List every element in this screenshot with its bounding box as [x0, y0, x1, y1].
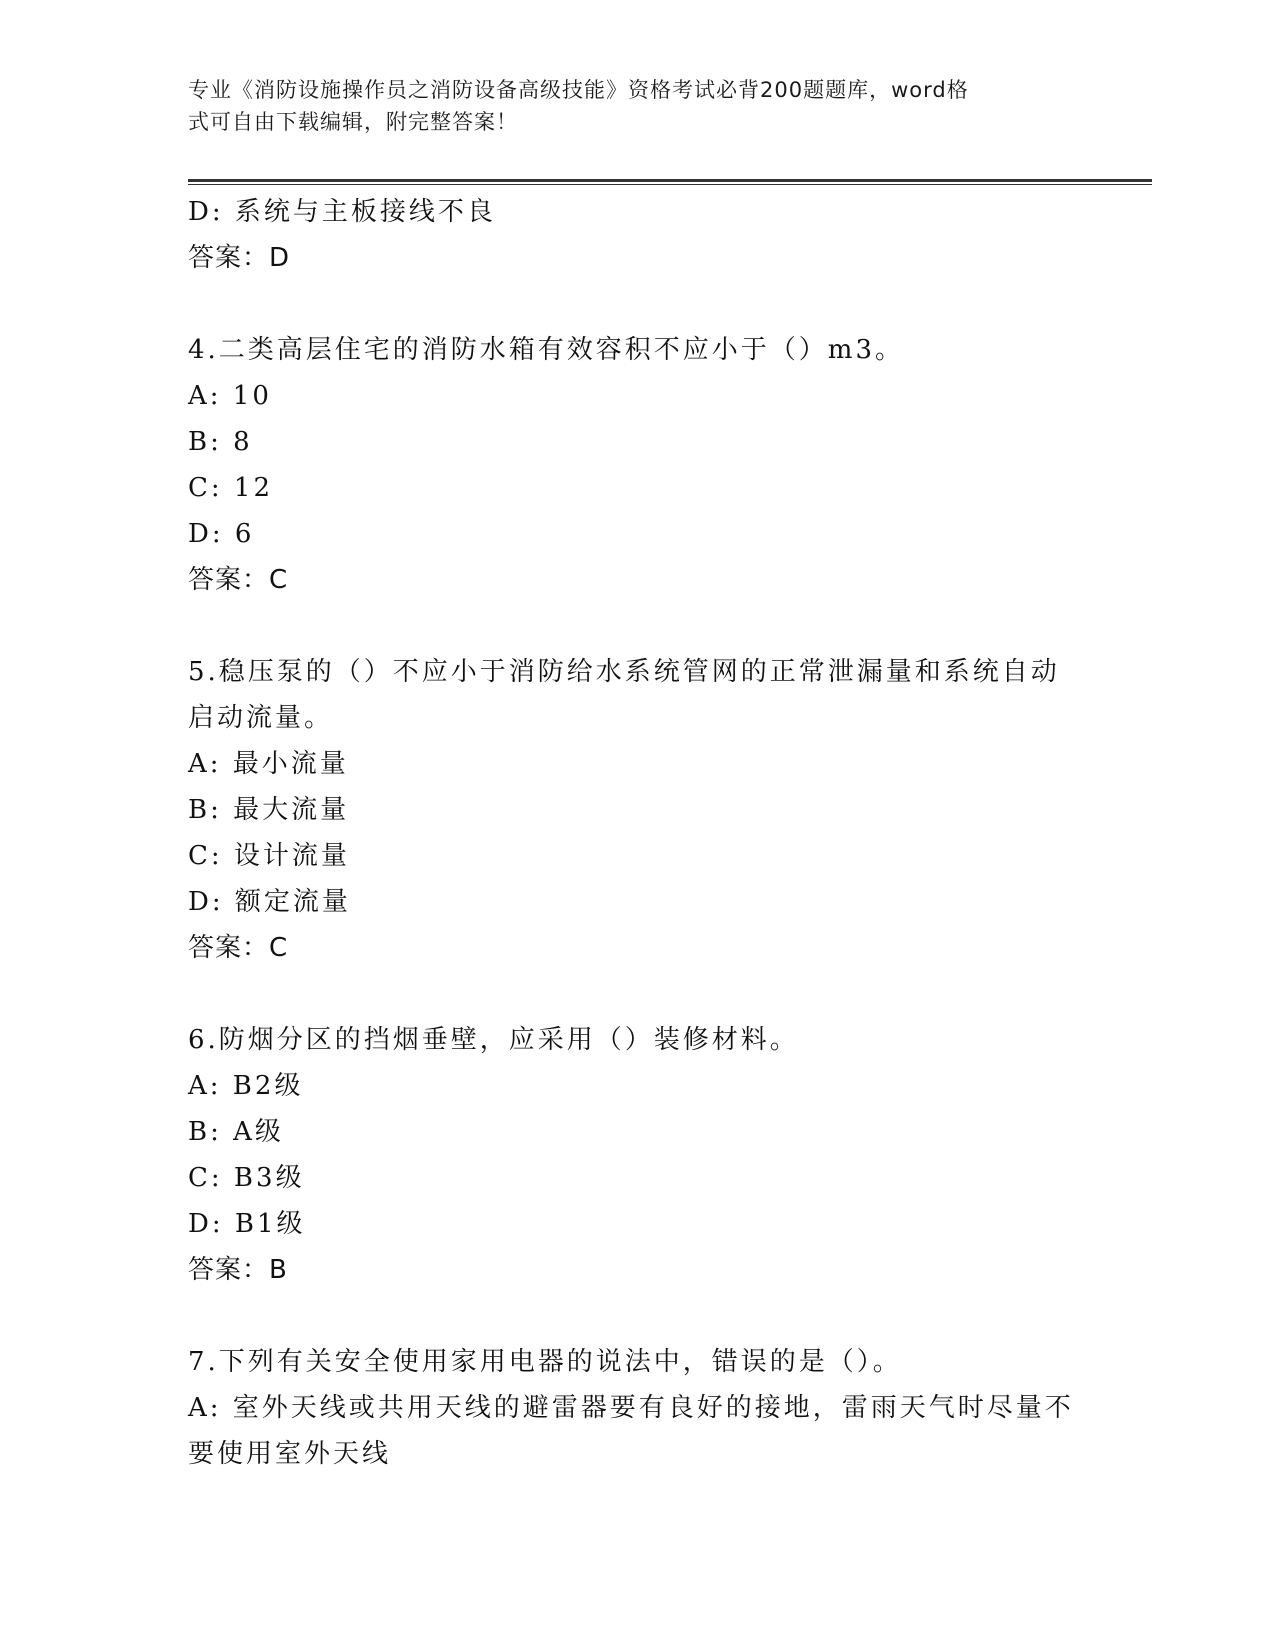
option-c: C: 12	[188, 473, 274, 503]
question-4	[188, 327, 1088, 603]
option-d: D: 6	[188, 519, 255, 549]
page-header	[188, 74, 1068, 138]
question-stem-line-1: 5.稳压泵的（）不应小于消防给水系统管网的正常泄漏量和系统自动	[188, 657, 1060, 687]
option-b: B: A级	[188, 1117, 284, 1147]
option-d: D: 额定流量	[188, 887, 351, 917]
question-3-tail	[188, 189, 1088, 281]
question-7	[188, 1339, 1088, 1477]
question-stem-line-2: 启动流量。	[188, 703, 334, 733]
option-d: D: B1级	[188, 1209, 306, 1239]
option-a: A: 最小流量	[188, 749, 349, 779]
header-title-line-2: 式可自由下载编辑，附完整答案！	[188, 110, 518, 134]
option-a: A: B2级	[188, 1071, 304, 1101]
answer-line: 答案：B	[188, 1255, 288, 1285]
answer-line: 答案：C	[188, 565, 289, 595]
option-d: D: 系统与主板接线不良	[188, 197, 496, 227]
question-list	[188, 189, 1088, 1477]
header-rule-thin	[188, 184, 1152, 185]
question-5	[188, 649, 1088, 971]
option-a: A: 10	[188, 381, 272, 411]
option-a-line-2: 要使用室外天线	[188, 1439, 392, 1469]
header-rule-thick	[188, 179, 1152, 182]
option-b: B: 8	[188, 427, 253, 457]
option-c: C: 设计流量	[188, 841, 350, 871]
header-title-line-1: 专业《消防设施操作员之消防设备高级技能》资格考试必背200题题库，word格	[188, 78, 969, 102]
answer-line: 答案：C	[188, 933, 289, 963]
question-stem: 6.防烟分区的挡烟垂壁，应采用（）装修材料。	[188, 1025, 799, 1055]
option-a-line-1: A: 室外天线或共用天线的避雷器要有良好的接地，雷雨天气时尽量不	[188, 1393, 1074, 1423]
option-c: C: B3级	[188, 1163, 305, 1193]
option-b: B: 最大流量	[188, 795, 350, 825]
question-stem: 4.二类高层住宅的消防水箱有效容积不应小于（）m3。	[188, 335, 905, 365]
question-6	[188, 1017, 1088, 1293]
question-stem: 7.下列有关安全使用家用电器的说法中，错误的是（）。	[188, 1347, 902, 1377]
answer-line: 答案：D	[188, 243, 291, 273]
